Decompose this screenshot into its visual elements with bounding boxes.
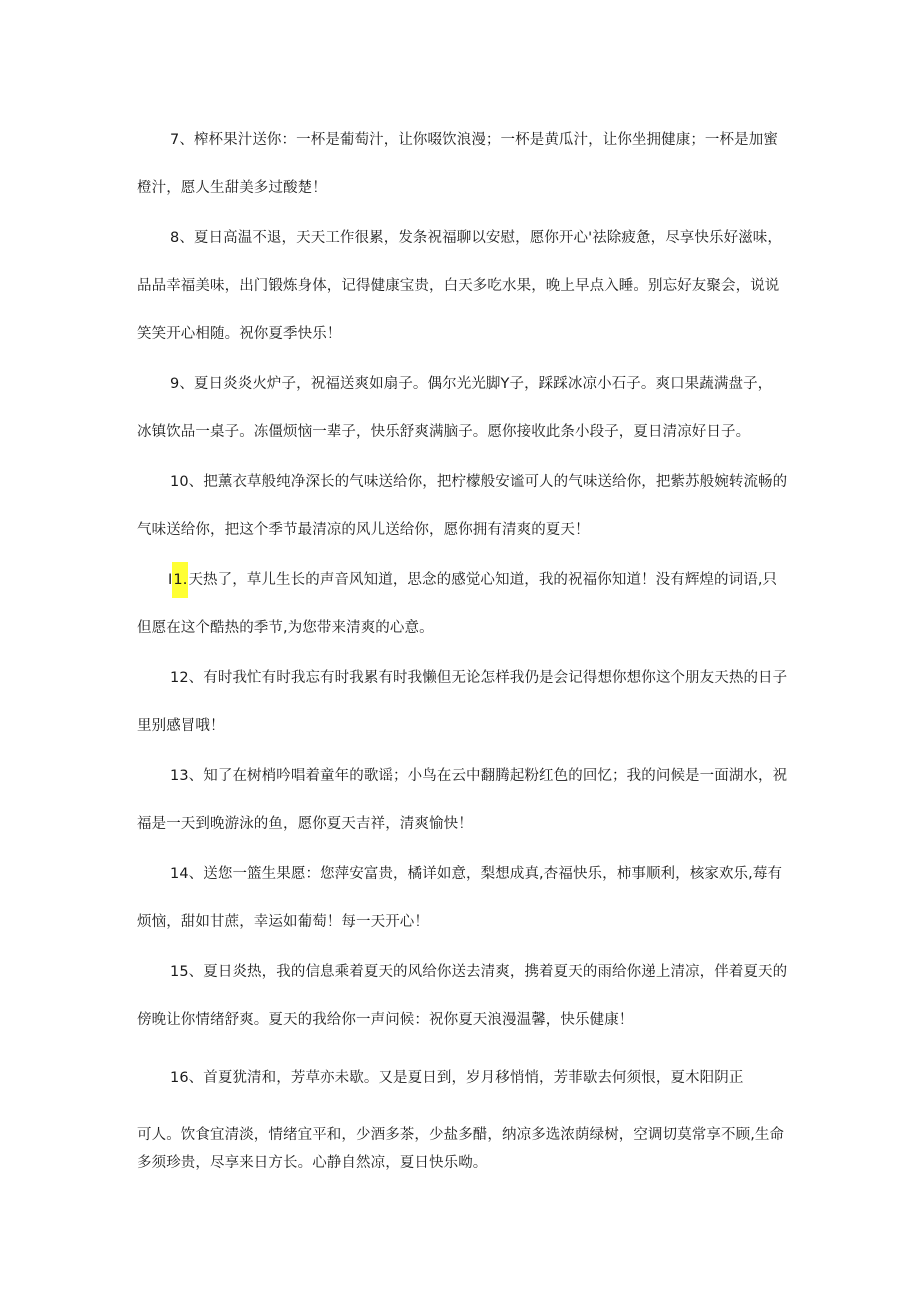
text-line-14a: 14、送您一篮生果愿：您萍安富贵，橘详如意，梨想成真,杏福快乐，柿事顺利，核家欢乐,莓有 (170, 866, 783, 882)
text-line-16a: 16、首夏犹清和，芳草亦未歇。又是夏日到，岁月移悄悄，芳菲歇去何须恨，夏木阳阴正 (170, 1070, 744, 1086)
text-line-13b: 福是一天到晚游泳的鱼，愿你夏天吉祥，清爽愉快！ (137, 816, 473, 832)
text-line-9a: 9、夏日炎炎火炉子，祝福送爽如扇子。偶尔光光脚Y子，踩踩冰凉小石子。爽口果蔬满盘子， (170, 376, 773, 392)
text-line-12a: 12、有时我忙有时我忘有时我累有时我懒但无论怎样我仍是会记得想你想你这个朋友天热的日子 (170, 670, 788, 686)
text-line-8a: 8、夏日高温不退，天天工作很累，发条祝福聊以安慰，愿你开心'祛除疲惫，尽享快乐好滋味， (170, 230, 783, 246)
text-line-13a: 13、知了在树梢吟唱着童年的歌谣；小鸟在云中翻腾起粉红色的回忆；我的问候是一面湖水，祝 (170, 768, 788, 784)
text-line-7b: 橙汁，愿人生甜美多过酸楚！ (137, 180, 327, 196)
item-number-prefix: I (168, 572, 173, 588)
text-line-16c: 多须珍贵，尽享来日方长。心静自然凉，夏日快乐呦。 (137, 1155, 488, 1171)
text-line-12b: 里别感冒哦！ (137, 718, 225, 734)
text-line-11a-body: 天热了，草儿生长的声音风知道，思念的感觉心知道，我的祝福你知道！没有辉煌的词语,只 (188, 572, 778, 588)
text-line-16b: 可人。饮食宜清淡，情绪宜平和，少酒多茶，少盐多醋，纳凉多选浓荫绿树，空调切莫常享不顾,生命 (137, 1127, 785, 1143)
text-line-11a (168, 570, 777, 590)
text-line-10b: 气味送给你，把这个季节最清凉的风儿送给你，愿你拥有清爽的夏天！ (137, 522, 590, 538)
text-line-8b: 品品幸福美味，出门锻炼身体，记得健康宝贵，白天多吃水果，晚上早点入睡。别忘好友聚会，说说 (137, 278, 780, 294)
text-line-15a: 15、夏日炎热，我的信息乘着夏天的风给你送去清爽，携着夏天的雨给你递上清凉，伴着夏天的 (170, 964, 788, 980)
highlighted-item-number: 1. (172, 562, 188, 598)
text-line-14b: 烦恼，甜如甘蔗，幸运如葡萄！每一天开心！ (137, 914, 429, 930)
text-line-9b: 冰镇饮品一桌子。冻僵烦恼一辈子，快乐舒爽满脑子。愿你接收此条小段子，夏日清凉好日子。 (137, 424, 751, 440)
text-line-8c: 笑笑开心相随。祝你夏季快乐！ (137, 326, 342, 342)
text-line-11b: 但愿在这个酷热的季节,为您带来清爽的心意。 (137, 620, 434, 636)
text-line-10a: 10、把薰衣草般纯净深长的气味送给你，把柠檬般安谧可人的气味送给你，把紫苏般婉转流畅的 (170, 474, 788, 490)
text-line-15b: 傍晚让你情绪舒爽。夏天的我给你一声问候：祝你夏天浪漫温馨，快乐健康！ (137, 1012, 634, 1028)
text-line-7a: 7、榨杯果汁送你：一杯是葡萄汁，让你啜饮浪漫；一杯是黄瓜汁，让你坐拥健康；一杯是加蜜 (170, 132, 778, 148)
